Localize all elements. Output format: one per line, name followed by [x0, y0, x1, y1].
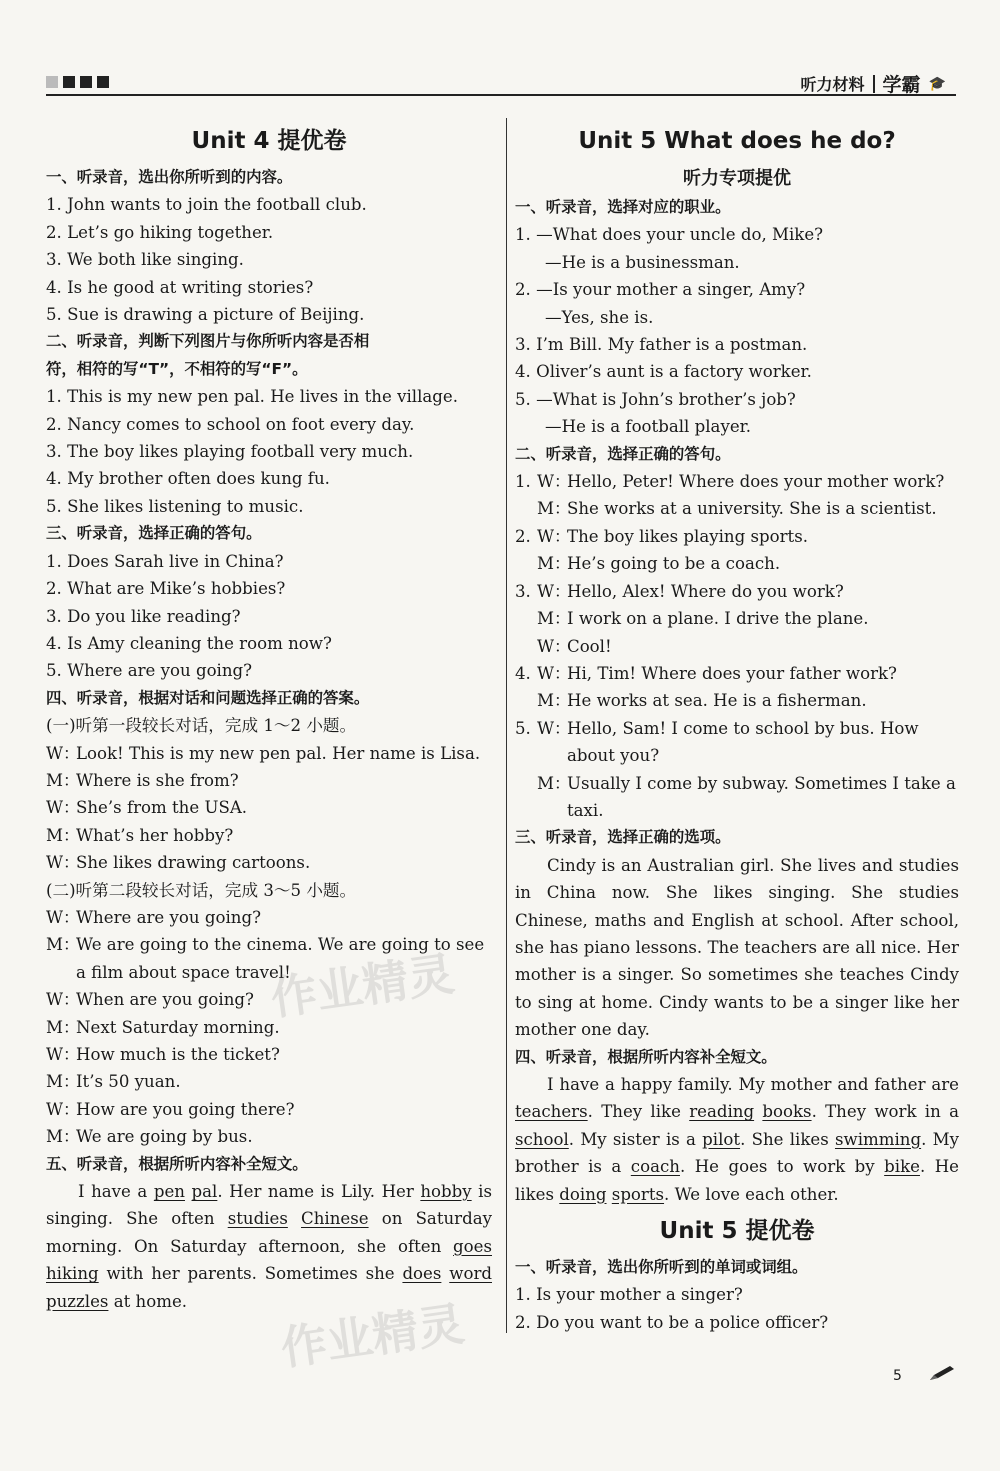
unit5-subtitle: 听力专项提优 [683, 168, 791, 189]
list-item: 4. My brother often does kung fu. [46, 469, 330, 489]
dialogue-line: M： He’s going to be a coach. [537, 554, 781, 574]
section-heading: 四、听录音，根据对话和问题选择正确的答案。 [46, 688, 370, 707]
dialogue-part-label: (二)听第二段较长对话，完成 3～5 小题。 [46, 880, 357, 900]
watermark: 作业精灵 [277, 1296, 468, 1376]
dialogue-line: W： How are you going there? [46, 1099, 295, 1119]
dialogue-line: W： Look! This is my new pen pal. Her name is Lisa. [46, 743, 481, 763]
column-divider [506, 118, 507, 1333]
section-heading-cont: 符，相符的写“T”，不相符的写“F”。 [46, 359, 308, 378]
dialogue-line: 1. W： Hello, Peter! Where does your mother work? [515, 472, 945, 492]
list-item: 5. She likes listening to music. [46, 496, 304, 516]
dialogue-line: W： She likes drawing cartoons. [46, 853, 311, 873]
dialogue-line: W： Cool! [537, 636, 612, 656]
dialogue-line: 5. W： Hello, Sam! I come to school by bus. How about you? [515, 718, 919, 766]
list-item: 2. Nancy comes to school on foot every day. [46, 414, 415, 434]
list-item: —He is a businessman. [545, 252, 740, 272]
header-right [801, 70, 946, 97]
unit4-title: Unit 4 提优卷 [191, 128, 347, 154]
section-heading: 一、听录音，选出你所听到的单词或词组。 [515, 1258, 808, 1277]
section-heading: 一、听录音，选择对应的职业。 [515, 198, 731, 216]
right-column [515, 118, 959, 1336]
page-header [46, 70, 956, 96]
list-item: 1. Does Sarah live in China? [46, 551, 284, 571]
list-item: 1. This is my new pen pal. He lives in the village. [46, 387, 458, 407]
dialogue-line: 3. W： Hello, Alex! Where do you work? [515, 581, 844, 601]
list-item: 2. Do you want to be a police officer? [515, 1312, 829, 1332]
list-item: 5. —What is John’s brother’s job? [515, 389, 796, 409]
list-item: 1. —What does your uncle do, Mike? [515, 225, 824, 245]
section-heading: 四、听录音，根据所听内容补全短文。 [515, 1047, 777, 1066]
section-heading: 三、听录音，选择正确的答句。 [46, 524, 262, 543]
header-logo: 学霸 [882, 74, 921, 96]
list-item: 5. Sue is drawing a picture of Beijing. [46, 305, 365, 325]
dialogue-line: M： She works at a university. She is a scientist. [537, 499, 937, 519]
dialogue-line: M： Where is she from? [46, 770, 239, 790]
header-separator [873, 75, 875, 93]
list-item: 3. I’m Bill. My father is a postman. [515, 335, 808, 355]
dialogue-line: M： I work on a plane. I drive the plane. [537, 609, 869, 629]
left-column [46, 118, 492, 1315]
unit5-title: Unit 5 What does he do? [578, 128, 896, 154]
list-item: —Yes, she is. [545, 307, 654, 327]
header-decoration [46, 76, 109, 88]
list-item: 1. Is your mother a singer? [515, 1285, 743, 1305]
section-heading: 三、听录音，选择正确的选项。 [515, 828, 731, 847]
dialogue-line: M： What’s her hobby? [46, 825, 234, 845]
list-item: 3. We both like singing. [46, 250, 244, 270]
list-item: 2. —Is your mother a singer, Amy? [515, 280, 806, 300]
list-item: 4. Is he good at writing stories? [46, 277, 314, 297]
section-heading: 二、听录音，判断下列图片与你所听内容是否相 [46, 332, 370, 351]
dialogue-line: W： Where are you going? [46, 907, 261, 927]
list-item: 4. Oliver’s aunt is a factory worker. [515, 362, 812, 382]
list-item: 3. Do you like reading? [46, 606, 241, 626]
graduation-cap-icon: 🎓 [928, 75, 946, 92]
passage: Cindy is an Australian girl. She lives and studies in China now. She likes singing. She studies Chinese, maths and English at school. After school, she has piano lessons. The teachers are all nice. Her mother is a singer. So sometimes she teaches Cindy to sing at home. Cindy wants to be a singer like her mother one day. [515, 855, 959, 1040]
dialogue-line: M： We are going by bus. [46, 1127, 253, 1147]
cloze-passage: I have a happy family. My mother and father are teachers. They like reading books. They work in a school. My sister is a pilot. She likes swimming. My brother is a coach. He goes to work by bike. He likes doing sports. We love each other. [515, 1075, 960, 1204]
dialogue-line: M： It’s 50 yuan. [46, 1072, 181, 1092]
section-heading: 二、听录音，选择正确的答句。 [515, 444, 731, 463]
header-title: 听力材料 [800, 75, 865, 94]
page-number: 5 [893, 1368, 902, 1384]
list-item: 2. What are Mike’s hobbies? [46, 579, 286, 599]
dialogue-line: M： He works at sea. He is a fisherman. [537, 691, 867, 711]
dialogue-line: M： We are going to the cinema. We are going to see a film about space travel! [46, 935, 485, 982]
list-item: 5. Where are you going? [46, 661, 253, 681]
list-item: 3. The boy likes playing football very much. [46, 442, 414, 462]
list-item: 2. Let’s go hiking together. [46, 222, 274, 242]
dialogue-line: M： Next Saturday morning. [46, 1017, 280, 1037]
section-heading: 五、听录音，根据所听内容补全短文。 [46, 1154, 308, 1173]
cloze-passage: I have a pen pal. Her name is Lily. Her hobby is singing. She often studies Chinese on Saturday morning. On Saturday afternoon, she often goes hiking with her parents. Sometimes she does word puzzles at home. [46, 1182, 493, 1311]
unit5-test-title: Unit 5 提优卷 [659, 1218, 815, 1245]
list-item: 1. John wants to join the football club. [46, 195, 367, 215]
section-heading: 一、听录音，选出你所听到的内容。 [46, 168, 293, 186]
list-item: —He is a football player. [545, 417, 752, 437]
dialogue-line: M： Usually I come by subway. Sometimes I take a taxi. [537, 773, 956, 820]
watermark: 作业精灵 [267, 946, 458, 1026]
pen-icon [928, 1364, 956, 1382]
dialogue-line: W： She’s from the USA. [46, 798, 248, 818]
dialogue-line: 4. W： Hi, Tim! Where does your father work? [515, 663, 897, 683]
dialogue-line: W： How much is the ticket? [46, 1045, 280, 1064]
dialogue-line: 2. W： The boy likes playing sports. [515, 526, 808, 546]
list-item: 4. Is Amy cleaning the room now? [46, 633, 332, 653]
dialogue-line: W： When are you going? [46, 990, 254, 1010]
dialogue-part-label: (一)听第一段较长对话，完成 1～2 小题。 [46, 716, 357, 736]
